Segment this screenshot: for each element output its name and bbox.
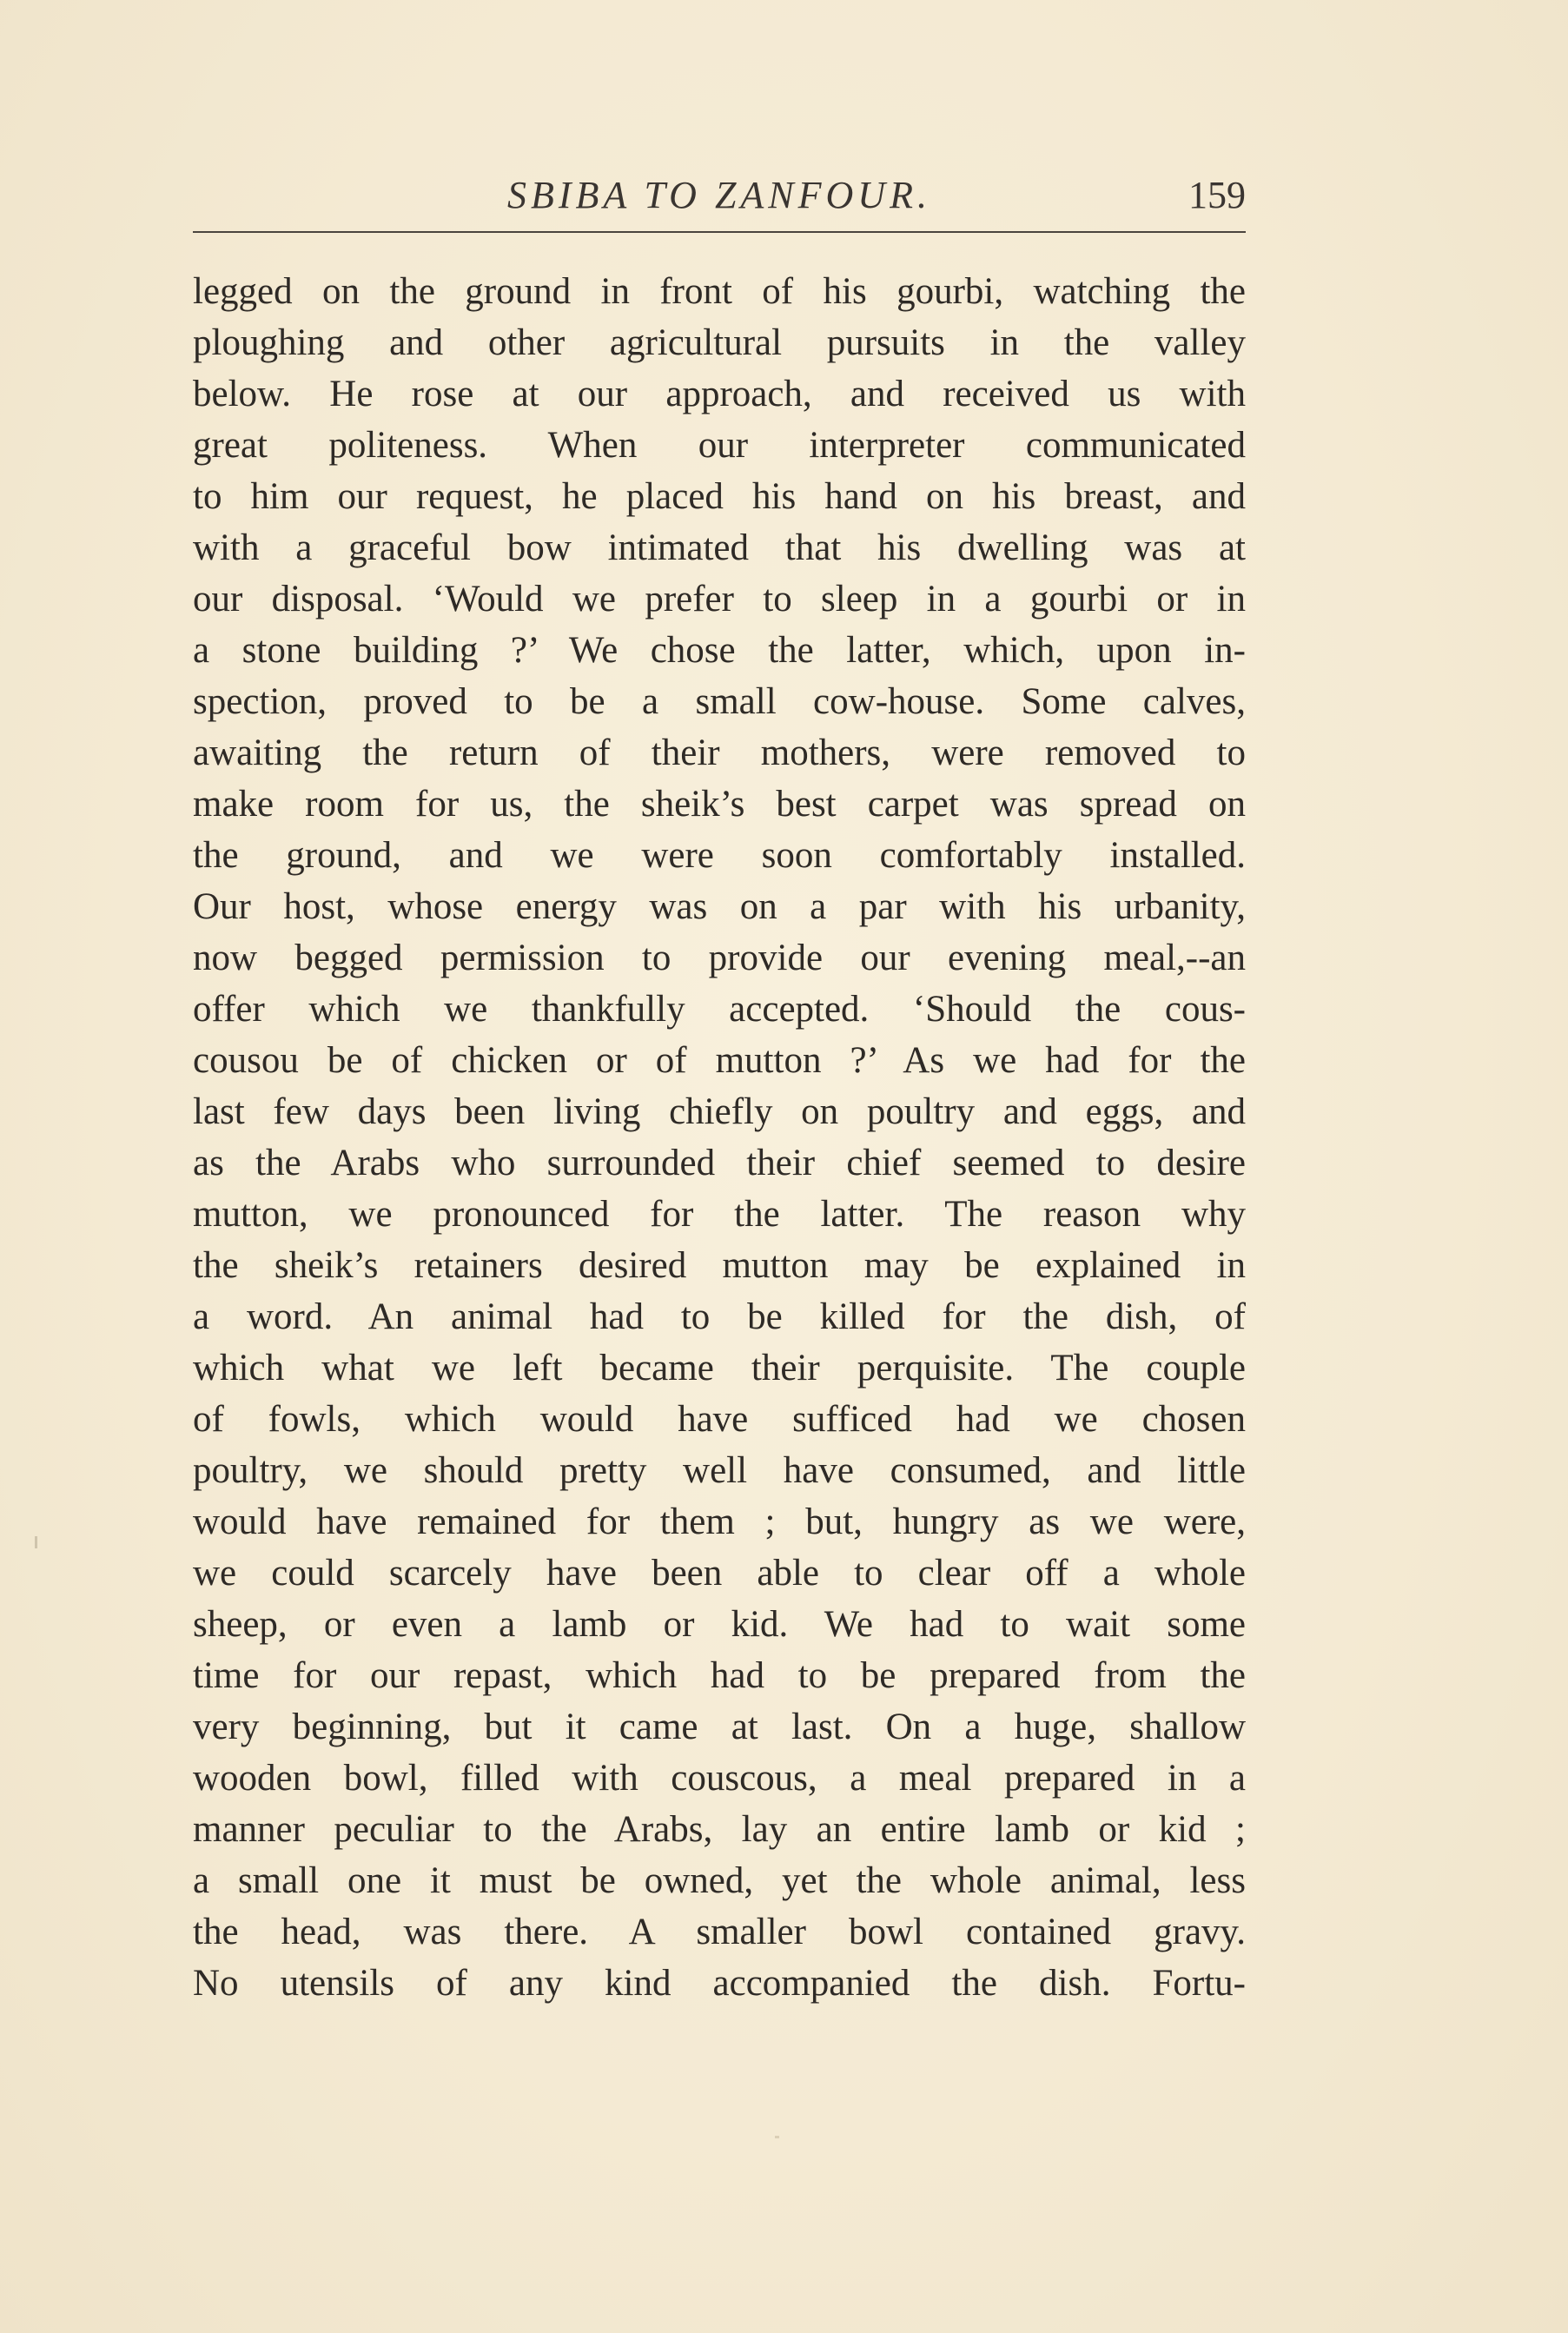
text-line: we could scarcely have been able to clear off a whole — [193, 1553, 1246, 1594]
text-line: our disposal. ‘Would we prefer to sleep in a gourbi or in — [193, 579, 1246, 620]
text-line: very beginning, but it came at last. On a huge, shallow — [193, 1707, 1246, 1747]
text-line: of fowls, which would have sufficed had we chosen — [193, 1399, 1246, 1440]
text-line: with a graceful bow intimated that his dwelling was at — [193, 527, 1246, 568]
page-number: 159 — [1188, 174, 1246, 216]
text-line: now begged permission to provide our evening meal,--an — [193, 938, 1246, 978]
text-line: legged on the ground in front of his gourbi, watching the — [193, 271, 1246, 312]
text-line: the ground, and we were soon comfortably installed. — [193, 835, 1246, 876]
text-line: would have remained for them ; but, hungry as we were, — [193, 1501, 1246, 1542]
text-line: last few days been living chiefly on poultry and eggs, and — [193, 1091, 1246, 1132]
paper-speck — [775, 2136, 779, 2138]
text-line: great politeness. When our interpreter communicated — [193, 425, 1246, 466]
text-line: to him our request, he placed his hand on his breast, and — [193, 476, 1246, 517]
text-line: a small one it must be owned, yet the whole animal, less — [193, 1860, 1246, 1901]
text-line: wooden bowl, filled with couscous, a meal prepared in a — [193, 1758, 1246, 1799]
text-line: make room for us, the sheik’s best carpet was spread on — [193, 784, 1246, 825]
text-line: ploughing and other agricultural pursuits in the valley — [193, 322, 1246, 363]
text-line: mutton, we pronounced for the latter. The reason why — [193, 1194, 1246, 1235]
text-line: as the Arabs who surrounded their chief seemed to desire — [193, 1143, 1246, 1183]
text-line: a stone building ?’ We chose the latter, which, upon in- — [193, 630, 1246, 671]
text-line: awaiting the return of their mothers, were removed to — [193, 732, 1246, 773]
text-line: sheep, or even a lamb or kid. We had to wait some — [193, 1604, 1246, 1645]
text-line: the sheik’s retainers desired mutton may be explained in — [193, 1245, 1246, 1286]
text-line: spection, proved to be a small cow-house. Some calves, — [193, 681, 1246, 722]
body-text — [193, 266, 1246, 2009]
text-line: Our host, whose energy was on a par with his urbanity, — [193, 886, 1246, 927]
text-line: cousou be of chicken or of mutton ?’ As we had for the — [193, 1040, 1246, 1081]
text-line: below. He rose at our approach, and received us with — [193, 374, 1246, 414]
text-line: time for our repast, which had to be prepared from the — [193, 1655, 1246, 1696]
page-header — [193, 161, 1246, 230]
running-head: SBIBA TO ZANFOUR. — [507, 174, 931, 216]
text-line: manner peculiar to the Arabs, lay an entire lamb or kid ; — [193, 1809, 1246, 1850]
text-line: which what we left became their perquisite. The couple — [193, 1348, 1246, 1389]
text-line: offer which we thankfully accepted. ‘Should the cous- — [193, 989, 1246, 1030]
paper-speck — [35, 1536, 37, 1548]
text-line: poultry, we should pretty well have consumed, and little — [193, 1450, 1246, 1491]
text-line: No utensils of any kind accompanied the dish. Fortu- — [193, 1963, 1246, 2004]
text-line: the head, was there. A smaller bowl contained gravy. — [193, 1912, 1246, 1952]
text-line: a word. An animal had to be killed for the dish, of — [193, 1296, 1246, 1337]
header-rule — [193, 231, 1246, 233]
